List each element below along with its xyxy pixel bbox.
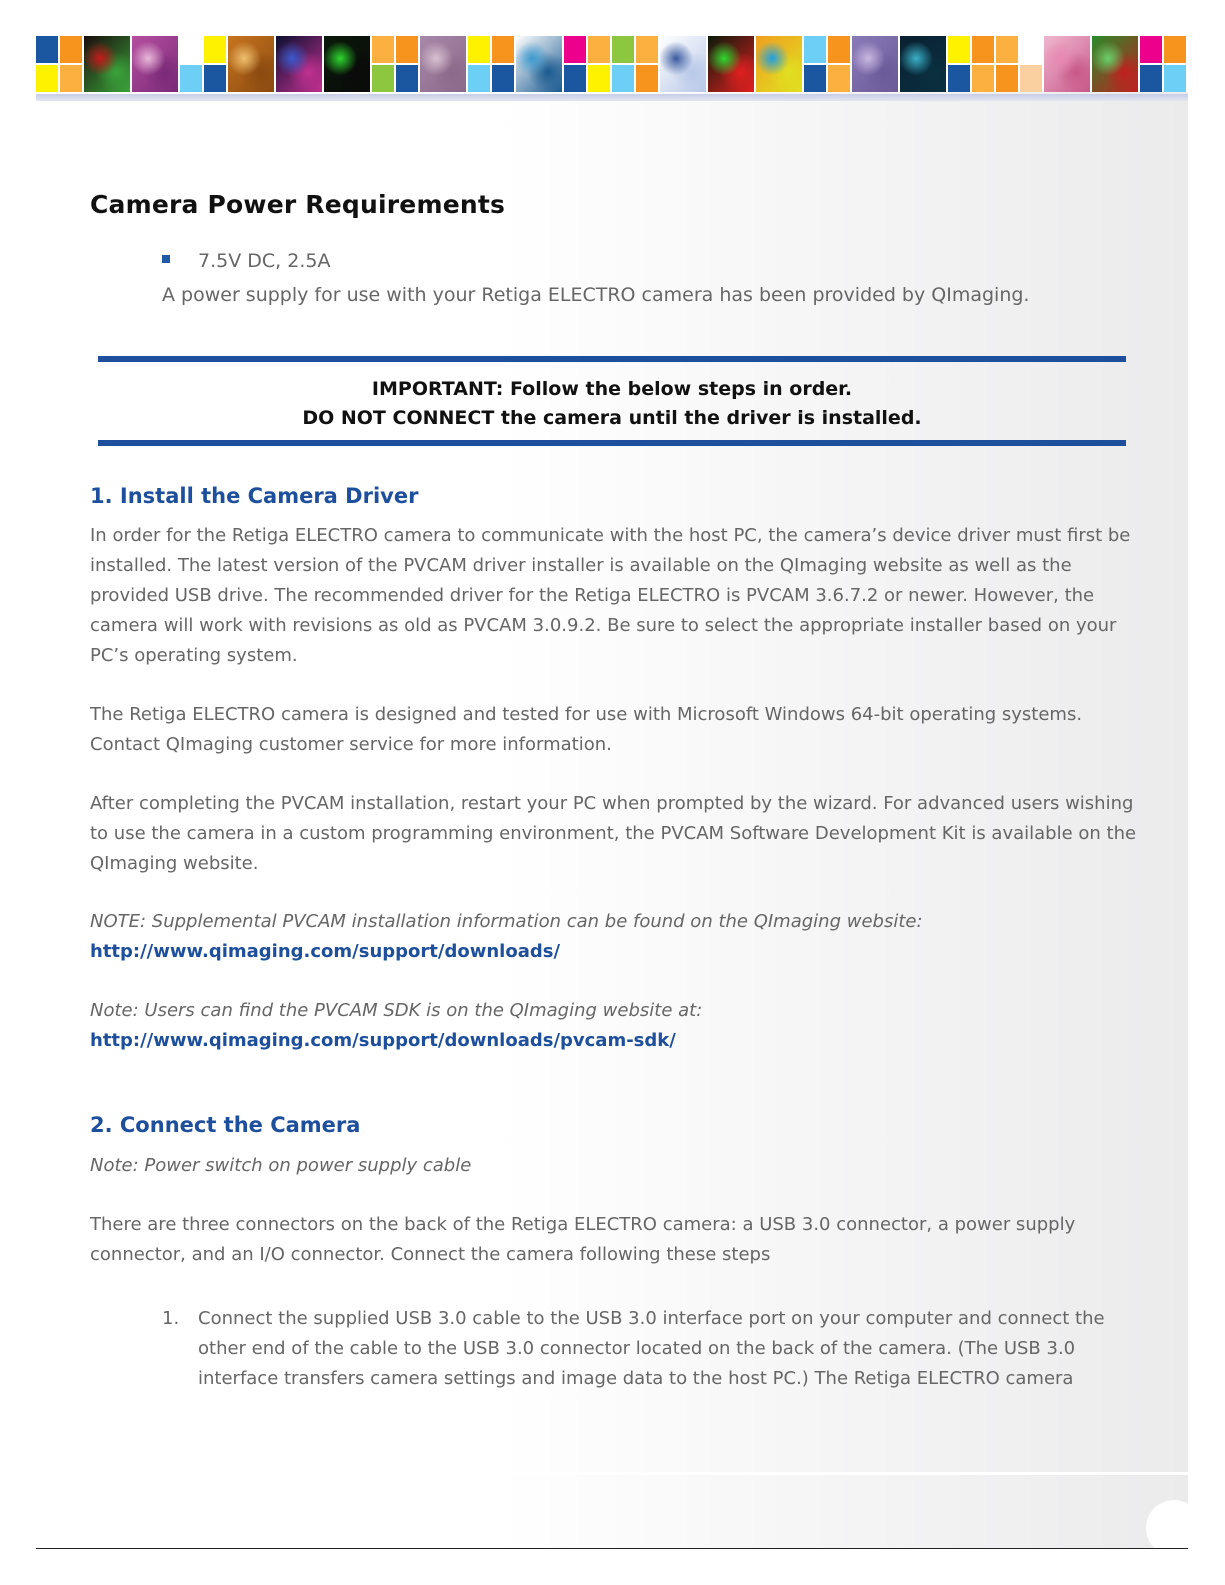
color-square — [636, 36, 658, 63]
important-line-1: IMPORTANT: Follow the below steps in order. — [371, 378, 853, 400]
fluorescence-image — [756, 36, 804, 92]
banner-color-block — [948, 36, 996, 92]
install-driver-paragraph-1: In order for the Retiga ELECTRO camera to communicate with the host PC, the camera’s device driver must first be installed. The latest version of the PVCAM driver installer is available on the QImaging website as well as the provided USB drive. The recommended driver for the Retiga ELECTRO is PVCAM 3.6.7.2 or newer. However, the camera will work with revisions as old as PVCAM 3.0.9.2. Be sure to select the appropriate installer based on your PC’s operating system. — [90, 525, 1131, 666]
important-line-2: DO NOT CONNECT the camera until the driver is installed. — [302, 407, 922, 429]
color-square — [564, 65, 586, 92]
cell-microscopy-image — [84, 36, 132, 92]
color-square — [612, 36, 634, 63]
color-square — [60, 65, 82, 92]
footer-divider — [36, 1472, 1188, 1475]
color-square — [372, 36, 394, 63]
color-square — [564, 36, 586, 63]
color-square — [612, 65, 634, 92]
tissue-microscopy-image — [420, 36, 468, 92]
banner-color-block — [372, 36, 420, 92]
power-requirements-heading: Camera Power Requirements — [90, 190, 506, 219]
color-square — [468, 65, 490, 92]
banner-color-block — [180, 36, 228, 92]
install-driver-paragraph-2: The Retiga ELECTRO camera is designed and tested for use with Microsoft Windows 64-bit operating systems. Contact QImaging customer service for more information. — [90, 704, 1083, 755]
color-square — [948, 36, 970, 63]
tissue-microscopy-image — [132, 36, 180, 92]
organism-microscopy-image — [516, 36, 564, 92]
color-square — [828, 36, 850, 63]
connect-camera-heading: 2. Connect the Camera — [90, 1113, 361, 1137]
tissue-microscopy-image — [1044, 36, 1092, 92]
color-square — [1140, 65, 1162, 92]
color-square — [972, 36, 994, 63]
color-square — [204, 65, 226, 92]
page-bottom-edge — [36, 1548, 1188, 1549]
pvcam-sdk-link[interactable]: http://www.qimaging.com/support/downloads/pvcam-sdk/ — [90, 1030, 676, 1051]
banner-color-block — [996, 36, 1044, 92]
color-square — [996, 36, 1018, 63]
color-square — [804, 65, 826, 92]
banner-color-block — [804, 36, 852, 92]
color-square — [972, 65, 994, 92]
color-square — [396, 65, 418, 92]
color-square — [588, 65, 610, 92]
color-square — [372, 65, 394, 92]
power-spec-text: 7.5V DC, 2.5A — [198, 250, 331, 272]
supplemental-install-note: NOTE: Supplemental PVCAM installation information can be found on the QImaging website: — [90, 911, 923, 932]
color-square — [36, 65, 58, 92]
color-square — [948, 65, 970, 92]
step-number: 1. — [162, 1308, 180, 1329]
cell-microscopy-image — [276, 36, 324, 92]
sdk-note: Note: Users can find the PVCAM SDK is on the QImaging website at: — [90, 1000, 703, 1021]
color-square — [804, 36, 826, 63]
connectors-intro-paragraph: There are three connectors on the back of the Retiga ELECTRO camera: a USB 3.0 connector, a power supply connector, and an I/O connector. Connect the camera following these steps — [90, 1214, 1076, 1265]
connect-steps-list — [162, 1304, 1142, 1394]
color-square — [180, 65, 202, 92]
list-item — [162, 1304, 1142, 1394]
banner-color-block — [468, 36, 516, 92]
color-square — [1164, 36, 1186, 63]
color-square — [180, 36, 202, 63]
color-square — [492, 36, 514, 63]
bullet-square-icon — [162, 255, 170, 263]
tissue-microscopy-image — [228, 36, 276, 92]
banner-color-block — [36, 36, 84, 92]
color-square — [996, 65, 1018, 92]
downloads-link[interactable]: http://www.qimaging.com/support/downloads/ — [90, 941, 561, 962]
fluorescence-image — [324, 36, 372, 92]
color-square — [60, 36, 82, 63]
fluorescence-image — [708, 36, 756, 92]
leaf-fluorescence-image — [1092, 36, 1140, 92]
banner-divider — [36, 94, 1188, 101]
power-spec-bullet — [162, 250, 330, 272]
color-square — [1140, 36, 1162, 63]
banner-color-block — [564, 36, 612, 92]
install-driver-paragraph-3: After completing the PVCAM installation, restart your PC when prompted by the wizard. For advanced users wishing to use the camera in a custom programming environment, the PVCAM Software Development Kit is available on the QImaging website. — [90, 793, 1137, 874]
color-square — [1164, 65, 1186, 92]
color-square — [588, 36, 610, 63]
color-square — [828, 65, 850, 92]
banner-color-block — [612, 36, 660, 92]
banner-color-block — [1140, 36, 1188, 92]
important-notice-box — [98, 356, 1126, 446]
header-image-banner — [36, 36, 1188, 92]
tissue-microscopy-image — [852, 36, 900, 92]
color-square — [636, 65, 658, 92]
color-square — [396, 36, 418, 63]
color-square — [468, 36, 490, 63]
install-driver-heading: 1. Install the Camera Driver — [90, 484, 419, 508]
power-switch-note: Note: Power switch on power supply cable — [90, 1155, 472, 1176]
fingerprint-image — [900, 36, 948, 92]
fiber-microscopy-image — [660, 36, 708, 92]
step-text: Connect the supplied USB 3.0 cable to the USB 3.0 interface port on your computer and connect the other end of the cable to the USB 3.0 connector located on the back of the camera. (The USB 3.0 interface transfers camera settings and image data to the host PC.) The Retiga ELECTRO camera — [198, 1308, 1105, 1389]
power-supply-note: A power supply for use with your Retiga ELECTRO camera has been provided by QImaging. — [162, 284, 1030, 306]
color-square — [492, 65, 514, 92]
color-square — [1020, 36, 1042, 63]
color-square — [36, 36, 58, 63]
color-square — [1020, 65, 1042, 92]
color-square — [204, 36, 226, 63]
